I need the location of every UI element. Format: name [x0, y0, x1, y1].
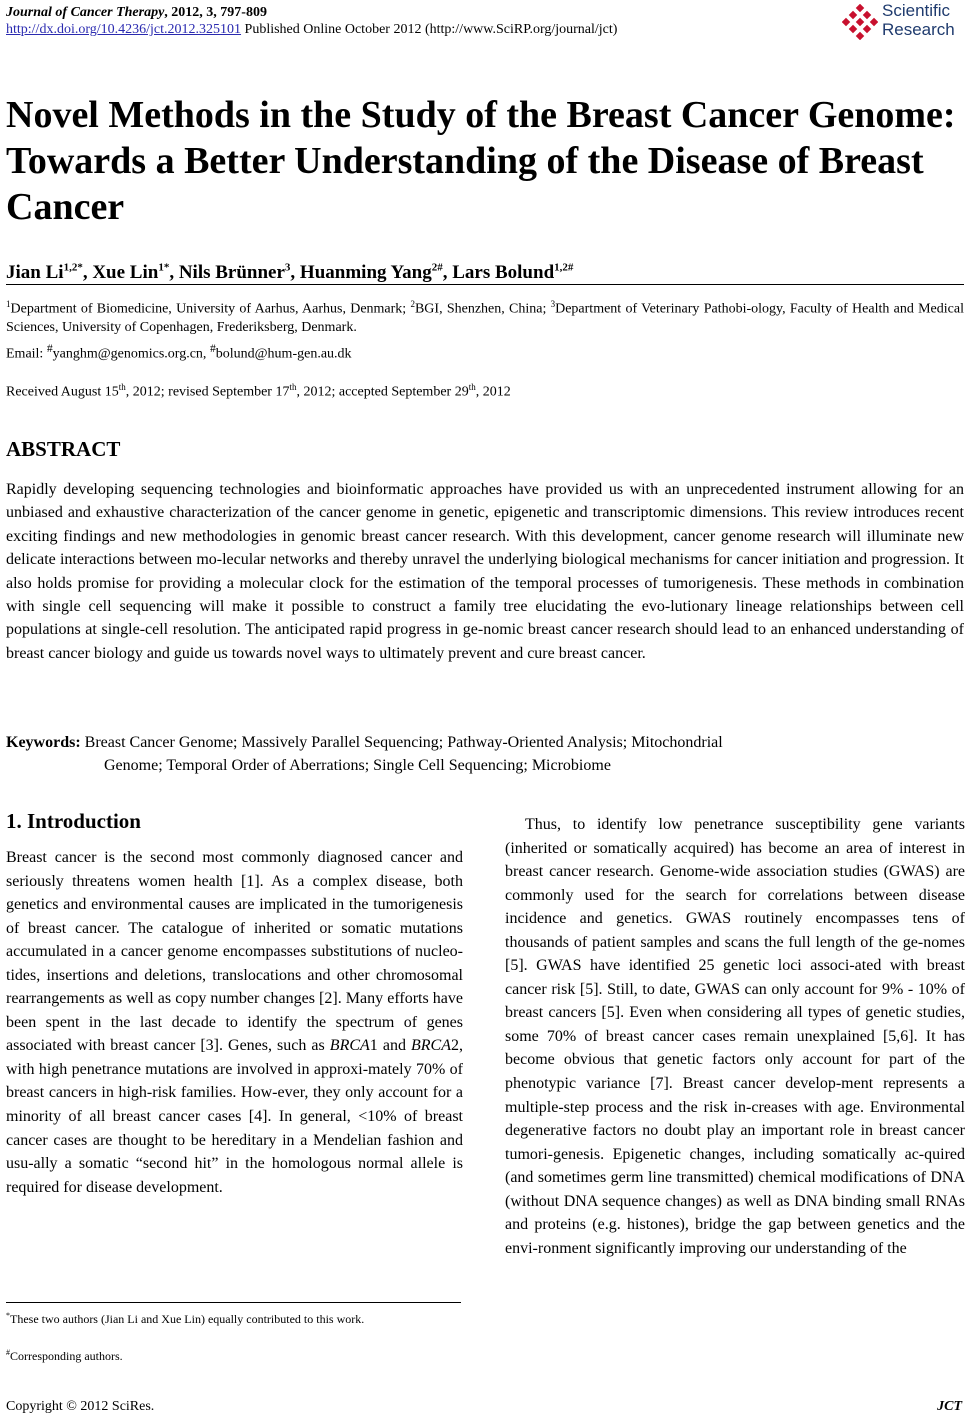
footnote-divider: [6, 1302, 461, 1303]
keywords-label: Keywords:: [6, 734, 81, 751]
paragraph: Breast cancer is the second most commonly diagnosed cancer and seriously threatens women health [1]. As a complex disease, both genetics and environmental causes are implicated in the tumorigenesis of breast cancer. The catalogue of inherited or somatic mutations accumulated in a cancer genome encompasses substitutions of nucleo-tides, insertions and deletions, translocations and other chromosomal rearrangements as well as copy number changes [2]. Many efforts have been spent in the last decade to identify the spectrum of genes associated with breast cancer [3]. Genes, such as BRCA1 and BRCA2, with high penetrance mutations are involved in approxi-mately 70% of breast cancers in high-risk families. How-ever, they only account for a minority of all breast cancer cases [4]. In general, <10% of breast cancer cases are thought to be hereditary in a Mendelian fashion and usu-ally a somatic “second hit” in the homologous normal allele is required for disease development.: [6, 849, 463, 1196]
affiliations: $^1$Department of Biomedicine, University of Aarhus, Aarhus, Denmark; $^2$BGI, Shenzhen, China; $^3$Department of Veterinary Pathobi-ology, Faculty of Health and Medical Sciences, University of Copenhagen, Frederiksberg, Denmark.: [6, 299, 964, 335]
volume-info: , 2012, 3, 797-809: [164, 5, 267, 20]
email-line: Email: #yanghm@genomics.org.cn, #bolund@hum-gen.au.dk: [6, 342, 352, 362]
scirp-logo-text: [882, 1, 955, 39]
copyright: Copyright © 2012 SciRes.: [6, 1399, 155, 1414]
abstract-body: Rapidly developing sequencing technologies and bioinformatic approaches have provided us with an unprecedented instrument allowing for an unbiased and exhaustive characterization of the cancer genome in genetic, epigenetic and transcriptomic dimensions. This review introduces recent exciting findings and new methodologies in genomic breast cancer research. With this development, cancer genome research will illuminate new delicate interactions between mo-lecular networks and thereby unravel the underlying biological mechanisms for cancer initiation and progression. It also holds promise for providing a molecular clock for the estimation of the temporal processes of tumorigenesis. These methods in combination with single cell sequencing will make it possible to construct a family tree elucidating the evo-lutionary lineage relationships between cell populations at single-cell resolution. The anticipated rapid progress in ge-nomic breast cancer research should lead to an enhanced understanding of breast cancer biology and guide us towards novel ways to ultimately prevent and cure breast cancer.: [6, 481, 964, 662]
keywords: [6, 731, 964, 754]
footnote: *These two authors (Jian Li and Xue Lin) equally contributed to this work.: [6, 1311, 365, 1326]
section-heading: 1. Introduction: [6, 809, 141, 833]
doi-line: [6, 21, 617, 38]
author: Huanming Yang$^{2\#}$,: [299, 262, 453, 284]
email-address[interactable]: yanghm@genomics.org.cn,: [52, 346, 210, 362]
logo-line1: Scientific: [882, 1, 951, 20]
journal-name: Journal of Cancer Therapy: [6, 5, 165, 20]
journal-citation: [6, 4, 267, 21]
doi-link[interactable]: http://dx.doi.org/10.4236/jct.2012.325101: [6, 22, 242, 37]
author: Xue Lin$^{1*}$,: [92, 262, 179, 284]
paper-title: Novel Methods in the Study of the Breast Cancer Genome: Towards a Better Understanding of the Disease of Breast Cancer: [6, 94, 956, 228]
author: Lars Bolund$^{1,2\#}$: [452, 262, 574, 284]
journal-abbr: JCT: [937, 1399, 962, 1414]
abstract-heading: ABSTRACT: [6, 437, 121, 461]
scirp-logo-icon: [842, 4, 878, 40]
footnote: #Corresponding authors.: [6, 1348, 123, 1363]
published-text: Published Online October 2012 (http://www.SciRP.org/journal/jct): [241, 22, 618, 37]
author: Jian $Li^{1,2*}$,: [6, 262, 93, 284]
left-column: [6, 846, 463, 1199]
keywords-line2: Genome; Temporal Order of Aberrations; Single Cell Sequencing; Microbiome: [104, 757, 611, 774]
received-dates: Received August 15th, 2012; revised September 17th, 2012; accepted September 29th, 2012: [6, 382, 511, 400]
author-list: [6, 255, 573, 286]
paragraph: Thus, to identify low penetrance susceptibility gene variants (inherited or somatically acquired) has become an area of interest in breast cancer research. Genome-wide association studies (GWAS) are commonly used for the search for correlations between disease incidence and genetics. GWAS routinely encompasses tens of thousands of patient samples and scans the full length of the ge-nomes [5]. GWAS have identified 25 genetic loci associ-ated with breast cancer risk [5]. Still, to date, GWAS can only account for 9% - 10% of breast cancers [5]. Even when considering all types of genetic studies, some 70% of breast cancer cases remain unexplained [5,6]. It has become obvious that genetic factors only account for part of the phenotypic variance [7]. Breast cancer develop-ment represents a multiple-step process and the risk in-creases with age. Environmental degenerative factors no doubt play an important role in breast cancer tumori-genesis. Epigenetic changes, including somatically ac-quired (and sometimes germ line transmitted) chemical modifications of DNA (without DNA sequence changes) as well as DNA binding small RNAs and proteins (e.g. histones), bridge the gap between genetics and the envi-ronment significantly improving our understanding of the: [505, 816, 965, 1257]
author: Nils Brünner$^3$,: [178, 262, 300, 284]
right-column: [505, 813, 965, 1260]
logo-line2: Research: [882, 20, 955, 39]
scirp-logo: [842, 0, 966, 44]
email-address[interactable]: bolund@hum-gen.au.dk: [215, 346, 352, 362]
author-divider: [6, 284, 964, 285]
keywords-line1: Breast Cancer Genome; Massively Parallel Sequencing; Pathway-Oriented Analysis; Mitochondrial: [80, 734, 723, 751]
